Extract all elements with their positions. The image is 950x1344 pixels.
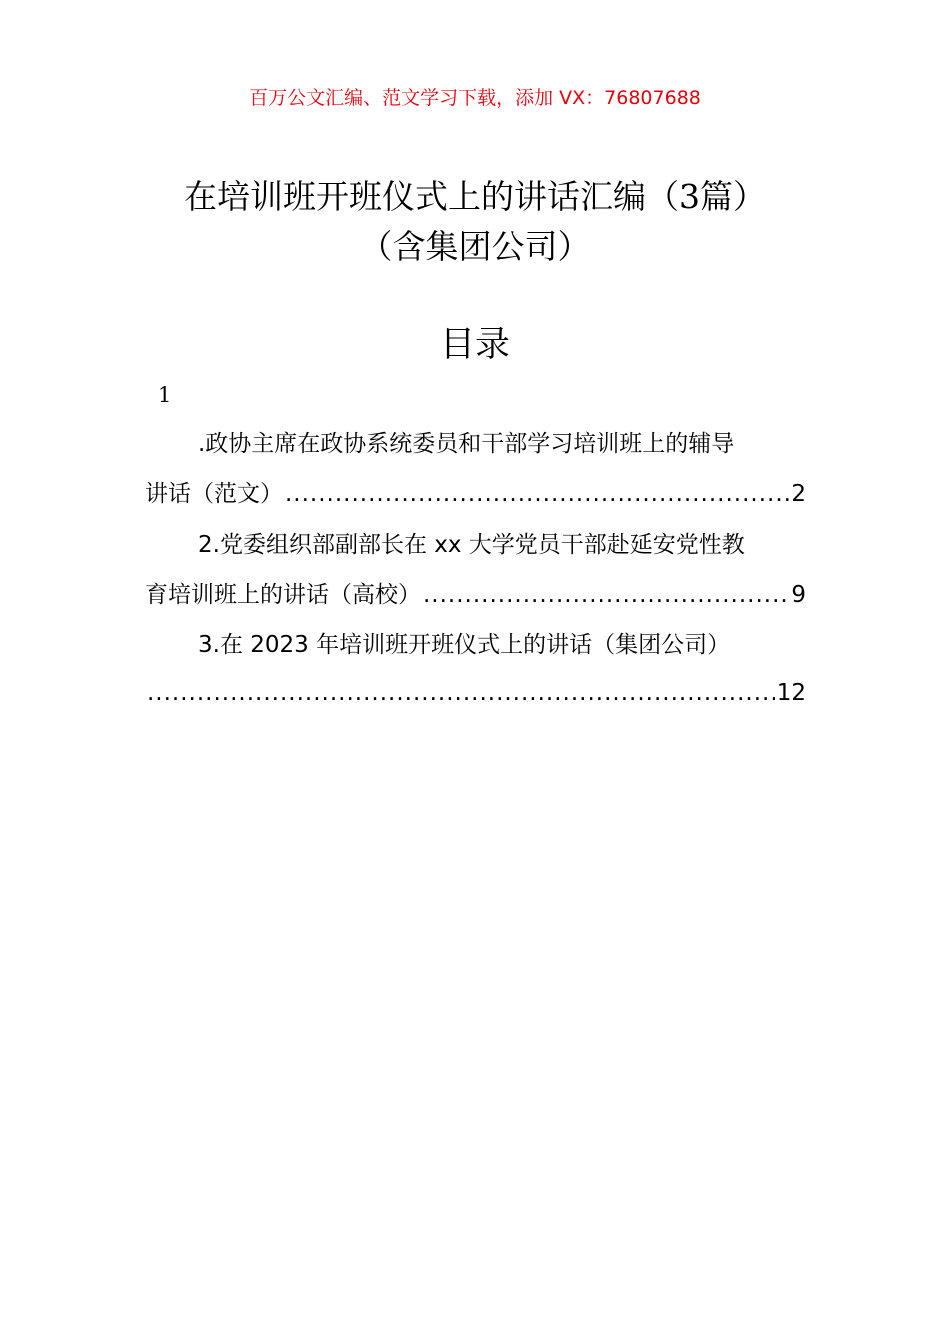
- toc-entry-1-text: 讲话（范文）: [145, 481, 283, 507]
- title-count: 3: [679, 177, 700, 216]
- toc-entry-3-line-2[interactable]: [145, 676, 806, 710]
- toc-entry-1-page-number: 2: [791, 481, 806, 507]
- toc-entry-2-leader: [423, 578, 789, 612]
- toc-entry-3-leader: [147, 676, 775, 710]
- toc-entry-3-page-number: 12: [776, 680, 806, 706]
- toc-entry-1-leader: [285, 477, 789, 511]
- toc-entry-3-line-1[interactable]: 3.在 2023 年培训班开班仪式上的讲话（集团公司）: [198, 632, 731, 658]
- toc-entry-2-line-1[interactable]: 2.党委组织部副部长在 xx 大学党员干部赴延安党性教: [198, 532, 745, 558]
- toc-entry-1-line-1[interactable]: .政协主席在政协系统委员和干部学习培训班上的辅导: [198, 431, 735, 457]
- toc-entry-2-page-number: 9: [791, 582, 806, 608]
- toc-heading: 目录: [439, 325, 510, 365]
- toc-stray-number: 1: [158, 383, 172, 407]
- toc-entry-2-text: 育培训班上的讲话（高校）: [145, 582, 421, 608]
- header-watermark-note: 百万公文汇编、范文学习下载，添加 VX：76807688: [249, 87, 701, 109]
- toc-entry-2-line-2[interactable]: [145, 578, 806, 612]
- title-text-after: 篇）: [700, 177, 766, 216]
- toc-entry-1-line-2[interactable]: [145, 477, 806, 511]
- document-title-line-1: [0, 174, 950, 220]
- document-title-line-2: （含集团公司）: [359, 227, 591, 266]
- title-text-before: 在培训班开班仪式上的讲话汇编（: [184, 177, 679, 216]
